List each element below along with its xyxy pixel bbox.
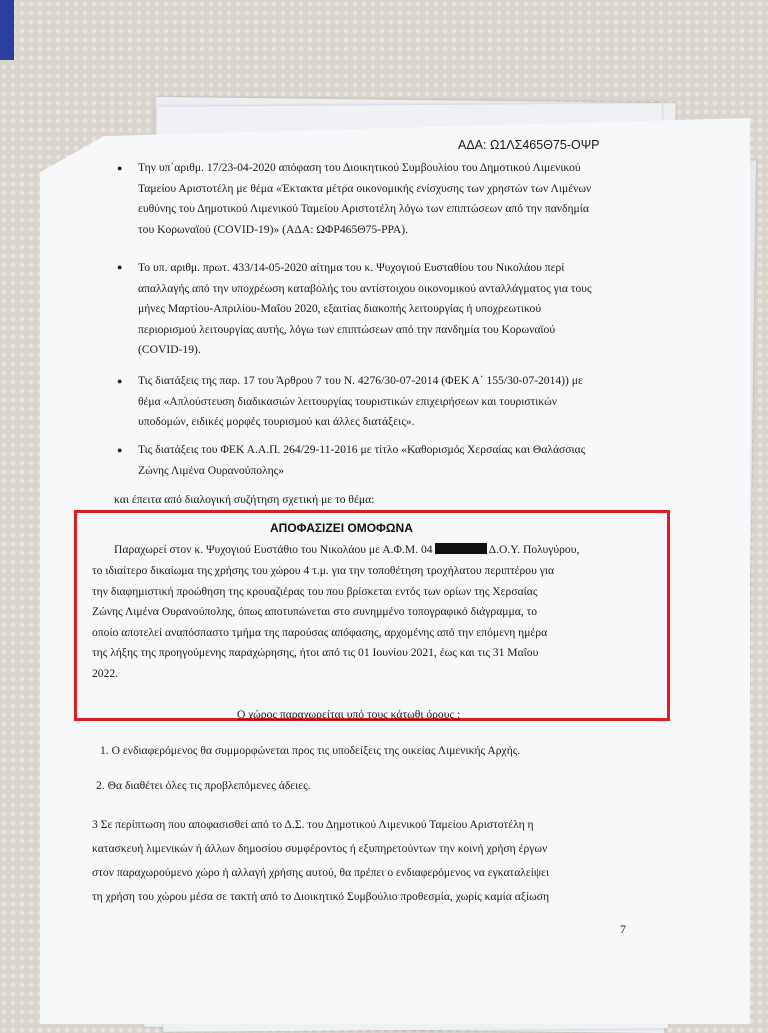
bullet-paragraph-2: Το υπ. αριθμ. πρωτ. 433/14-05-2020 αίτημα του κ. Ψυχογιού Ευσταθίου του Νικολάου περί απαλλαγής από την υποχρέωση καταβολής του αντίστοιχου οικονομικού ανταλλάγματος για τους μήνες Μαρτίου-Απριλίου-Μαΐου 2020, εξαιτίας διακοπής λειτουργίας ή υποχρεωτικού περιορισμού λειτουργίας αυτής, λόγω των επιπτώσεων από την πανδημία του Κορωναϊού (COVID-19). <box>138 261 592 356</box>
decision-line-end: Δ.Ο.Υ. Πολυγύρου, <box>488 543 580 556</box>
bullet-icon: ● <box>117 445 123 455</box>
decision-body <box>114 540 634 561</box>
ada-code: ΑΔΑ: Ω1ΛΣ465Θ75-ΟΨΡ <box>458 138 600 152</box>
blue-edge <box>0 0 14 60</box>
bullet-paragraph-4: Τις διατάξεις του ΦΕΚ Α.Α.Π. 264/29-11-2016 με τίτλο «Καθορισμός Χερσαίας και Θαλάσσιας Ζώνης Λιμένα Ουρανούπολης» <box>138 443 586 477</box>
decision-title: ΑΠΟΦΑΣΙΖΕΙ ΟΜΟΦΩΝΑ <box>270 521 413 535</box>
term-3-paragraph: 3 Σε περίπτωση που αποφασισθεί από το Δ.Σ. του Δημοτικού Λιμενικού Ταμείου Αριστοτέλη η κατασκευή λιμενικών ή άλλων δημοσίου συμφέροντος ή εξυπηρετούντων την κοινή χρήση έργων στον παραχωρούμενο χώρο ή αλλαγή χρήσης αυτού, θα πρέπει ο ενδιαφερόμενος να εγκαταλείψει τη χρήση του χώρου μέσα σε τακτή από το Διοικητικό Συμβούλιο προθεσμία, χωρίς καμία αξίωση <box>92 818 550 903</box>
decision-line-start: Παραχωρεί στον κ. Ψυχογιού Ευστάθιο του Νικολάου με Α.Φ.Μ. 04 <box>114 543 433 556</box>
page-number: 7 <box>620 922 626 936</box>
decision-paragraph: το ιδιαίτερο δικαίωμα της χρήσης του χώρου 4 τ.μ. για την τοποθέτηση τροχήλατου περιπτέρου για την διαφημιστική προώθηση της κρουαζιέρας του που βρίσκεται εντός των ορίων της Χερσαίας Ζώνης Λιμένα Ουρανούπολης, όπως αποτυπώνεται στο συνημμένο τοπογραφικό διάγραμμα, το οποίο αποτελεί αναπόσπαστο τμήμα της παρούσας απόφασης, αρχομένης από την επόμενη ημέρα της λήξης της προηγούμενης παραχώρησης, ήτοι από τις 01 Ιουνίου 2021, έως και τις 31 Μαΐου 2022. <box>92 564 555 680</box>
term-2: 2. Θα διαθέτει όλες τις προβλεπόμενες άδειες. <box>96 779 311 792</box>
bullet-paragraph-3: Τις διατάξεις της παρ. 17 του Άρθρου 7 του Ν. 4276/30-07-2014 (ΦΕΚ Α΄ 155/30-07-2014)) με θέμα «Απλούστευση διαδικασιών λειτουργίας τουριστικών επιχειρήσεων και τουριστικών υποδομών, ειδικές μορφές τουρισμού και άλλες διατάξεις». <box>138 374 583 428</box>
term-1: 1. Ο ενδιαφερόμενος θα συμμορφώνεται προς τις υποδείξεις της οικείας Λιμενικής Αρχής. <box>100 744 521 757</box>
bullet-icon: ● <box>117 163 123 173</box>
bullet-icon: ● <box>117 376 123 386</box>
bullet-icon: ● <box>117 262 123 272</box>
intro-text: και έπειτα από διαλογική συζήτηση σχετική με το θέμα: <box>114 493 375 506</box>
bullet-paragraph-1: Την υπ΄αριθμ. 17/23-04-2020 απόφαση του Διοικητικού Συμβουλίου του Δημοτικού Λιμενικού Ταμείου Αριστοτέλη με θέμα «Έκτακτα μέτρα οικονομικής ενίσχυσης των χρηστών των Λιμένων ευθύνης του Δημοτικού Λιμενικού Ταμείου Αριστοτέλη λόγω των επιπτώσεων από την πανδημία του Κορωναϊού (COVID-19)» (ΑΔΑ: ΩΦΡ465Θ75-ΡΡΑ). <box>138 161 592 236</box>
redaction-bar <box>435 543 487 554</box>
terms-heading: Ο χώρος παραχωρείται υπό τους κάτωθι όρους : <box>237 708 461 721</box>
